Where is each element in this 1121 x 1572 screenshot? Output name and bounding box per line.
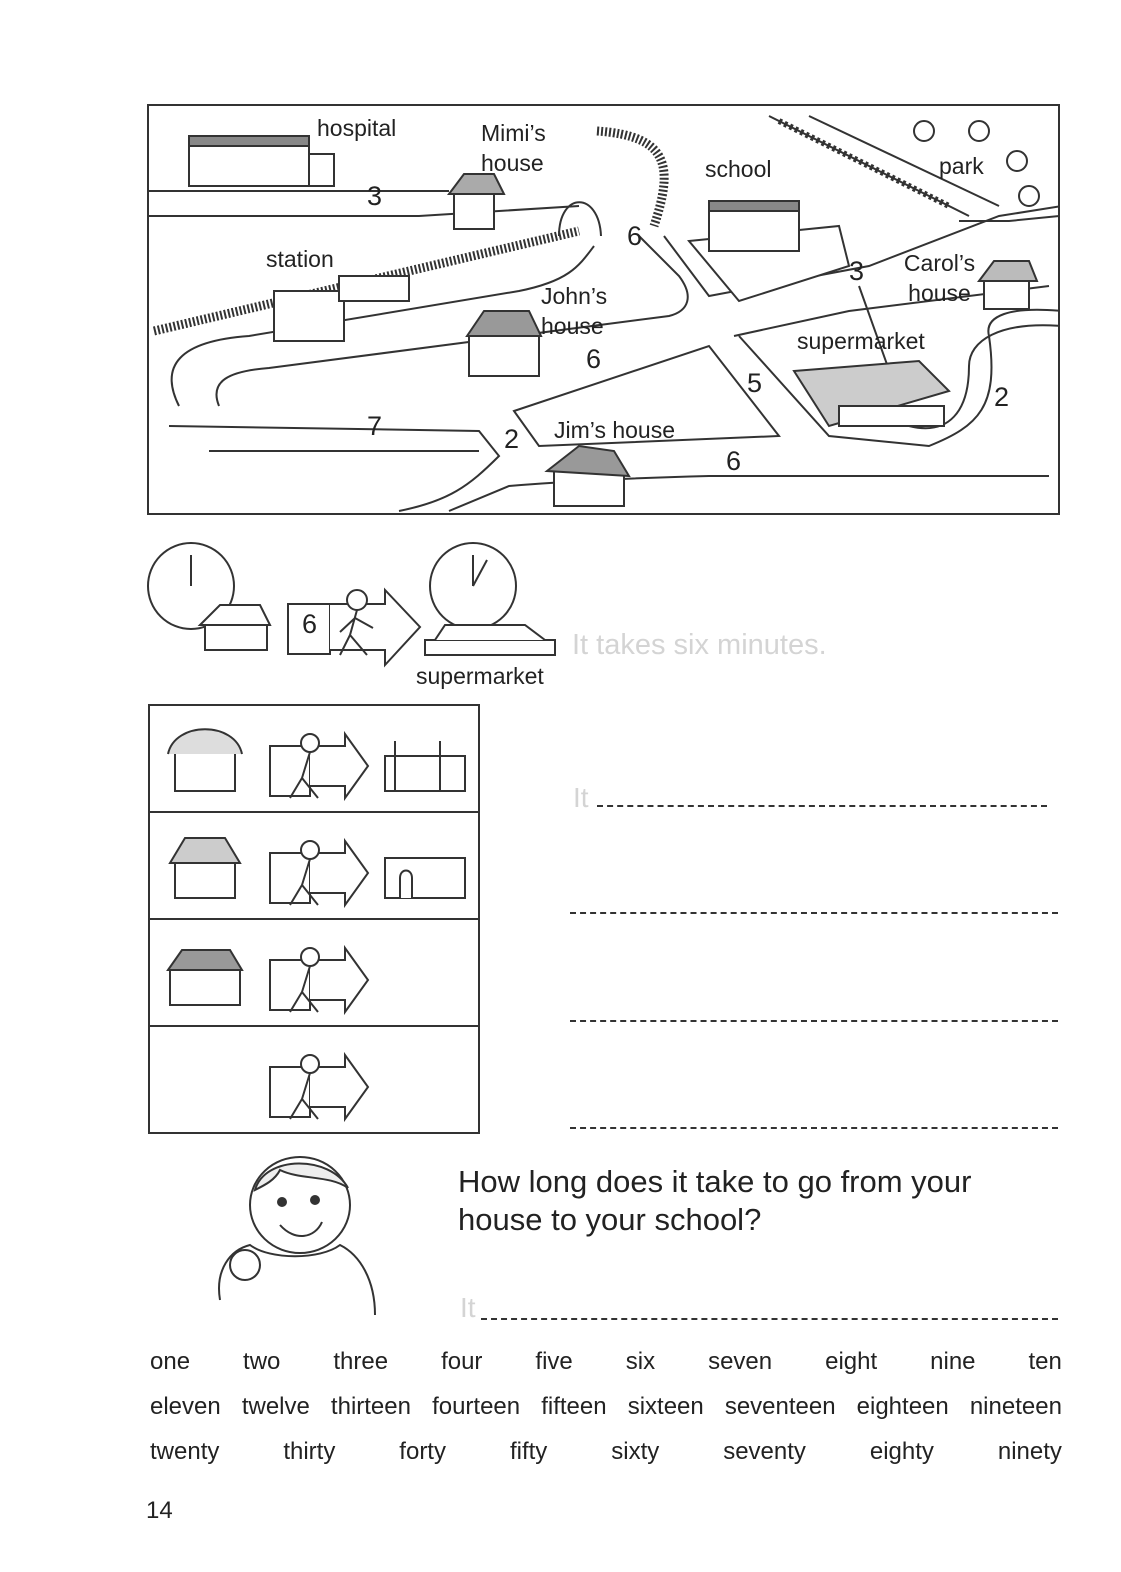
- number-word: seven: [708, 1348, 773, 1375]
- number-word: eleven: [150, 1393, 221, 1420]
- number-word: twelve: [241, 1393, 310, 1420]
- number-word: thirty: [283, 1438, 336, 1465]
- supermarket-icon: [425, 640, 555, 655]
- number-word: one: [150, 1348, 191, 1375]
- distance-jim-left: 2: [504, 424, 520, 454]
- number-word: thirteen: [330, 1393, 411, 1420]
- johns-house-label: John’s house: [541, 283, 608, 339]
- park-label: park: [939, 153, 984, 179]
- mimis-house-icon: [175, 863, 235, 898]
- answer-1-prefix: It: [573, 782, 589, 813]
- person-icon: [301, 841, 319, 859]
- jims-house-label: Jim’s house: [554, 417, 676, 443]
- example-drawing: [145, 540, 585, 670]
- station-icon: [385, 858, 465, 898]
- mimis-house-label: Mimi’s house: [481, 120, 546, 176]
- house-icon: [205, 625, 267, 650]
- station-label: station: [266, 246, 334, 272]
- person-icon: [301, 948, 319, 966]
- answer-line-4[interactable]: [570, 1127, 1058, 1129]
- carol-to-park-drawing: [150, 706, 478, 811]
- distance-john-road: 6: [586, 344, 602, 374]
- number-word: nine: [930, 1348, 976, 1375]
- example-answer: It takes six minutes.: [572, 629, 827, 661]
- number-word: fourteen: [432, 1393, 521, 1420]
- number-word: fifteen: [541, 1393, 607, 1420]
- grid-row-4: [150, 1027, 478, 1134]
- distance-jim-right: 6: [726, 446, 742, 476]
- number-word: ninety: [997, 1438, 1062, 1465]
- johns-house-icon: [170, 970, 240, 1005]
- number-word: three: [333, 1348, 389, 1375]
- supermarket-label: supermarket: [797, 328, 925, 354]
- answer-line-3[interactable]: [570, 1020, 1058, 1022]
- question-text: How long does it take to go from your house to your school?: [458, 1164, 972, 1237]
- blank-walk-drawing: [150, 1027, 478, 1132]
- number-word: sixteen: [627, 1393, 704, 1420]
- number-words-row-1: [150, 1348, 1062, 1376]
- person-icon: [301, 1055, 319, 1073]
- number-word: six: [625, 1348, 656, 1375]
- number-word: nineteen: [969, 1393, 1062, 1420]
- number-word: seventeen: [724, 1393, 836, 1420]
- number-word: seventy: [723, 1438, 806, 1465]
- page-number: 14: [146, 1497, 173, 1524]
- distance-station-road: 7: [367, 411, 383, 441]
- grid-row-3: [150, 920, 478, 1027]
- distance-supermarket-road: 2: [994, 382, 1010, 412]
- grid-row-1: [150, 706, 478, 813]
- number-word: eight: [825, 1348, 878, 1375]
- carols-house-label: Carol’s house: [903, 250, 976, 306]
- number-word: eighteen: [856, 1393, 949, 1420]
- number-word: two: [243, 1348, 281, 1375]
- number-word: sixty: [611, 1438, 660, 1465]
- answer-line-1[interactable]: [597, 805, 1047, 807]
- answer-line-5[interactable]: [481, 1318, 1058, 1320]
- distance-jim-supermarket: 5: [747, 368, 763, 398]
- exercise-grid: [148, 704, 480, 1134]
- distance-school-carol: 3: [849, 256, 865, 286]
- number-words-row-2: [150, 1393, 1062, 1421]
- hospital-label: hospital: [317, 115, 397, 141]
- number-word: ten: [1028, 1348, 1062, 1375]
- number-words-row-3: [150, 1438, 1062, 1466]
- mimi-to-station-drawing: [150, 813, 478, 918]
- answer-line-2[interactable]: [570, 912, 1058, 914]
- number-word: fifty: [509, 1438, 548, 1465]
- number-word: eighty: [869, 1438, 934, 1465]
- person-icon: [301, 734, 319, 752]
- example-minutes: 6: [302, 609, 318, 639]
- distance-hospital-mimi: 3: [367, 181, 383, 211]
- school-label: school: [705, 156, 772, 182]
- person-icon: [347, 590, 367, 610]
- john-to-blank-drawing: [150, 920, 478, 1025]
- grid-row-2: [150, 813, 478, 920]
- distance-mimi-school: 6: [627, 221, 643, 251]
- number-word: five: [535, 1348, 573, 1375]
- park-gate-icon: [385, 756, 465, 791]
- example-destination-label: supermarket: [416, 663, 544, 689]
- number-word: twenty: [150, 1438, 220, 1465]
- number-word: forty: [399, 1438, 446, 1465]
- number-word: four: [441, 1348, 483, 1375]
- hospital-building: [189, 136, 334, 186]
- boy-illustration: [210, 1150, 390, 1320]
- town-map: [147, 104, 1060, 515]
- answer-5-prefix: It: [460, 1292, 476, 1323]
- carols-house-icon: [175, 751, 235, 791]
